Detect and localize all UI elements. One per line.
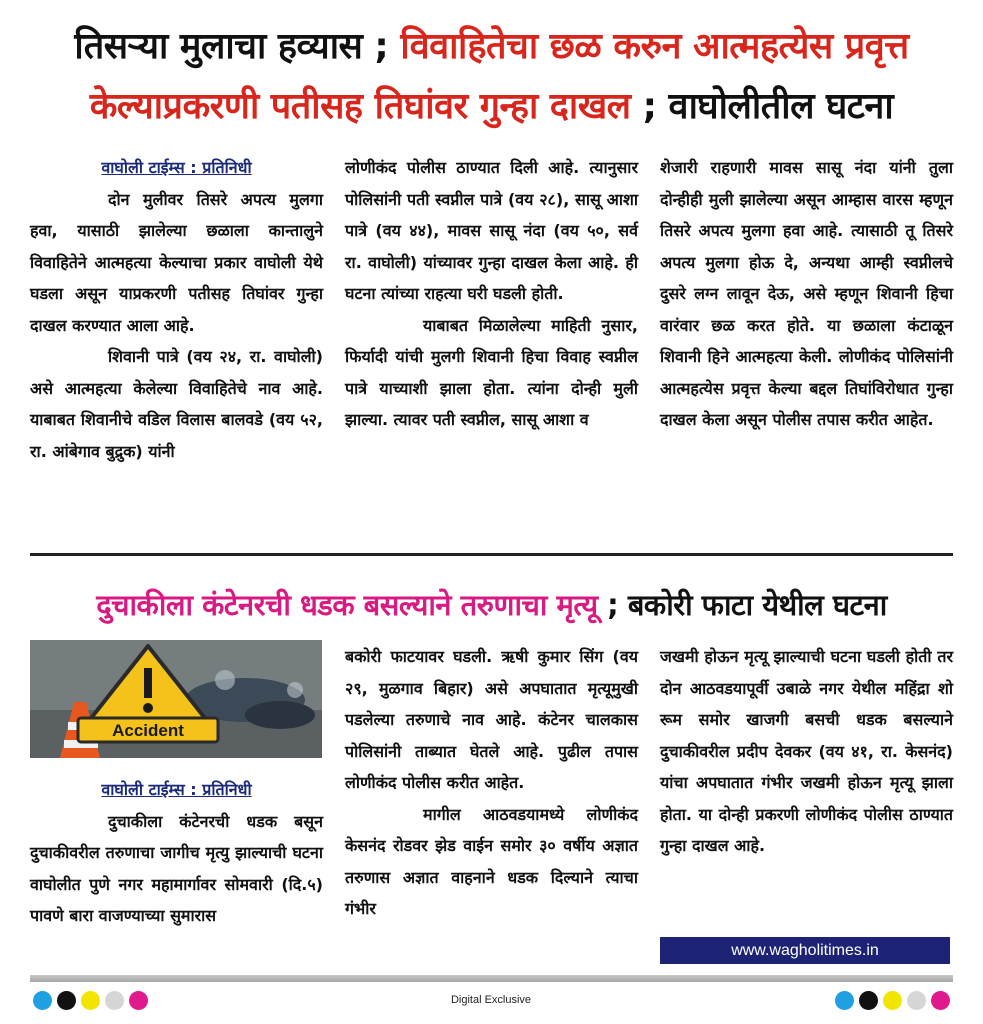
article2-byline: वाघोली टाईम्स : प्रतिनिधी	[101, 780, 252, 799]
article1-column-2	[345, 152, 638, 436]
registration-dot	[57, 991, 76, 1010]
accident-photo	[30, 640, 322, 758]
article2-headline	[20, 583, 963, 627]
article1-headline-line1-black: तिसऱ्या मुलाचा हव्यास ;	[74, 26, 401, 67]
article2-paragraph: मागील आठवडयामध्ये लोणीकंद केसनंद रोडवर झेड वाईन समोर ३० वर्षीय अज्ञात तरुणास अज्ञात वाहनाने धडक दिल्याने त्याचा गंभीर	[345, 804, 638, 918]
article1-paragraph: याबाबत मिळालेल्या माहिती नुसार, फिर्यादी यांची मुलगी शिवानी हिचा विवाह स्वप्नील पात्रे याच्याशी झाला होता. त्यांना दोन्ही मुली झाल्या. त्यावर पती स्वप्नील, सासू आशा व	[345, 315, 638, 429]
article1-paragraph: शेजारी राहणारी मावस सासू नंदा यांनी तुला दोन्हीही मुली झालेल्या असून आम्हास वारस म्हणून तिसरे अपत्य मुलगा हवा आहे. त्यासाठी तू तिसरे अपत्य मुलगा होऊ दे, अन्यथा आम्ही स्वप्नीलचे दुसरे लग्न लावून देऊ, असे म्हणून शिवानी हिचा वारंवार छळ करत होते. या छळाला कंटाळून शिवानी हिने आत्महत्या केली. लोणीकंद पोलिसांनी आत्महत्येस प्रवृत्त केल्या बद्दल तिघांविरोधात गुन्हा दाखल केला असून पोलीस तपास करीत आहेत.	[660, 158, 953, 429]
article1-byline: वाघोली टाईम्स : प्रतिनिधी	[101, 158, 252, 177]
color-registration-marks-right	[835, 991, 955, 1011]
registration-dot	[883, 991, 902, 1010]
registration-dot	[129, 991, 148, 1010]
article2-column-2	[345, 641, 638, 925]
article2-paragraph: जखमी होऊन मृत्यू झाल्याची घटना घडली होती तर दोन आठवडयापूर्वी उबाळे नगर येथील महिंद्रा शो रूम समोर खाजगी बसची धडक बसल्याने दुचाकीवरील प्रदीप देवकर (वय ४१, रा. केसनंद) यांचा अपघातात गंभीर जखमी होऊन मृत्यू झाला होता. या दोन्ही प्रकरणी लोणीकंद पोलीस ठाण्यात गुन्हा दाखल आहे.	[660, 647, 953, 855]
article1-headline-line1-red: विवाहितेचा छळ करुन आत्महत्येस प्रवृत्त	[400, 26, 909, 67]
article2-headline-magenta: दुचाकीला कंटेनरची धडक बसल्याने तरुणाचा मृत्यू	[96, 588, 598, 622]
registration-dot	[931, 991, 950, 1010]
registration-dot	[81, 991, 100, 1010]
section-divider	[30, 553, 953, 556]
registration-dot	[105, 991, 124, 1010]
article2-headline-black: ; बकोरी फाटा येथील घटना	[597, 588, 887, 622]
website-link[interactable]: www.wagholitimes.in	[660, 937, 950, 964]
article2-paragraph: बकोरी फाटयावर घडली. ऋषी कुमार सिंग (वय २९, मुळगाव बिहार) असे अपघातात मृत्यूमुखी पडलेल्या तरुणाचे नाव आहे. कंटेनर चालकास पोलिसांनी ताब्यात घेतले आहे. पुढील तपास लोणीकंद पोलीस करीत आहेत.	[345, 647, 638, 792]
article1-paragraph: लोणीकंद पोलीस ठाण्यात दिली आहे. त्यानुसार पोलिसांनी पती स्वप्नील पात्रे (वय २८), सासू आशा पात्रे (वय ४४), मावस सासू नंदा (वय ५०, सर्व रा. वाघोली) यांच्यावर गुन्हा दाखल केला आहे. ही घटना त्यांच्या राहत्या घरी घडली होती.	[345, 158, 638, 303]
article1-headline-line2-black: ; वाघोलीतील घटना	[630, 86, 894, 127]
accident-sign-label: Accident	[112, 721, 184, 740]
article2-column-3	[660, 641, 953, 862]
article1-headline-line1	[20, 22, 963, 72]
registration-dot	[859, 991, 878, 1010]
color-registration-marks-left	[33, 991, 153, 1011]
footer-bar	[30, 975, 953, 982]
article1-column-3	[660, 152, 953, 436]
registration-dot	[835, 991, 854, 1010]
article2-paragraph: दुचाकीला कंटेनरची धडक बसून दुचाकीवरील तरुणाचा जागीच मृत्यु झाल्याची घटना वाघोलीत पुणे नगर महामार्गावर सोमवारी (दि.५) पावणे बारा वाजण्याच्या सुमारास	[30, 811, 323, 925]
article1-paragraph: दोन मुलीवर तिसरे अपत्य मुलगा हवा, यासाठी झालेल्या छळाला कान्तालुने विवाहितेने आत्महत्या केल्याचा प्रकार वाघोली येथे घडला असून याप्रकरणी पतीसह तिघांवर गुन्हा दाखल करण्यात आला आहे.	[30, 189, 323, 335]
article2-column-1	[30, 774, 323, 932]
registration-dot	[907, 991, 926, 1010]
footer-text: Digital Exclusive	[450, 994, 532, 1006]
article1-headline-line2-red: केल्याप्रकरणी पतीसह तिघांवर गुन्हा दाखल	[89, 86, 631, 127]
accident-illustration	[30, 640, 322, 758]
registration-dot	[33, 991, 52, 1010]
article1-column-1	[30, 152, 323, 467]
article1-headline-line2	[20, 82, 963, 132]
article1-paragraph: शिवानी पात्रे (वय २४, रा. वाघोली) असे आत्महत्या केलेल्या विवाहितेचे नाव आहे. याबाबत शिवानीचे वडिल विलास बालवडे (वय ५२, रा. आंबेगाव बुद्रुक) यांनी	[30, 347, 323, 461]
